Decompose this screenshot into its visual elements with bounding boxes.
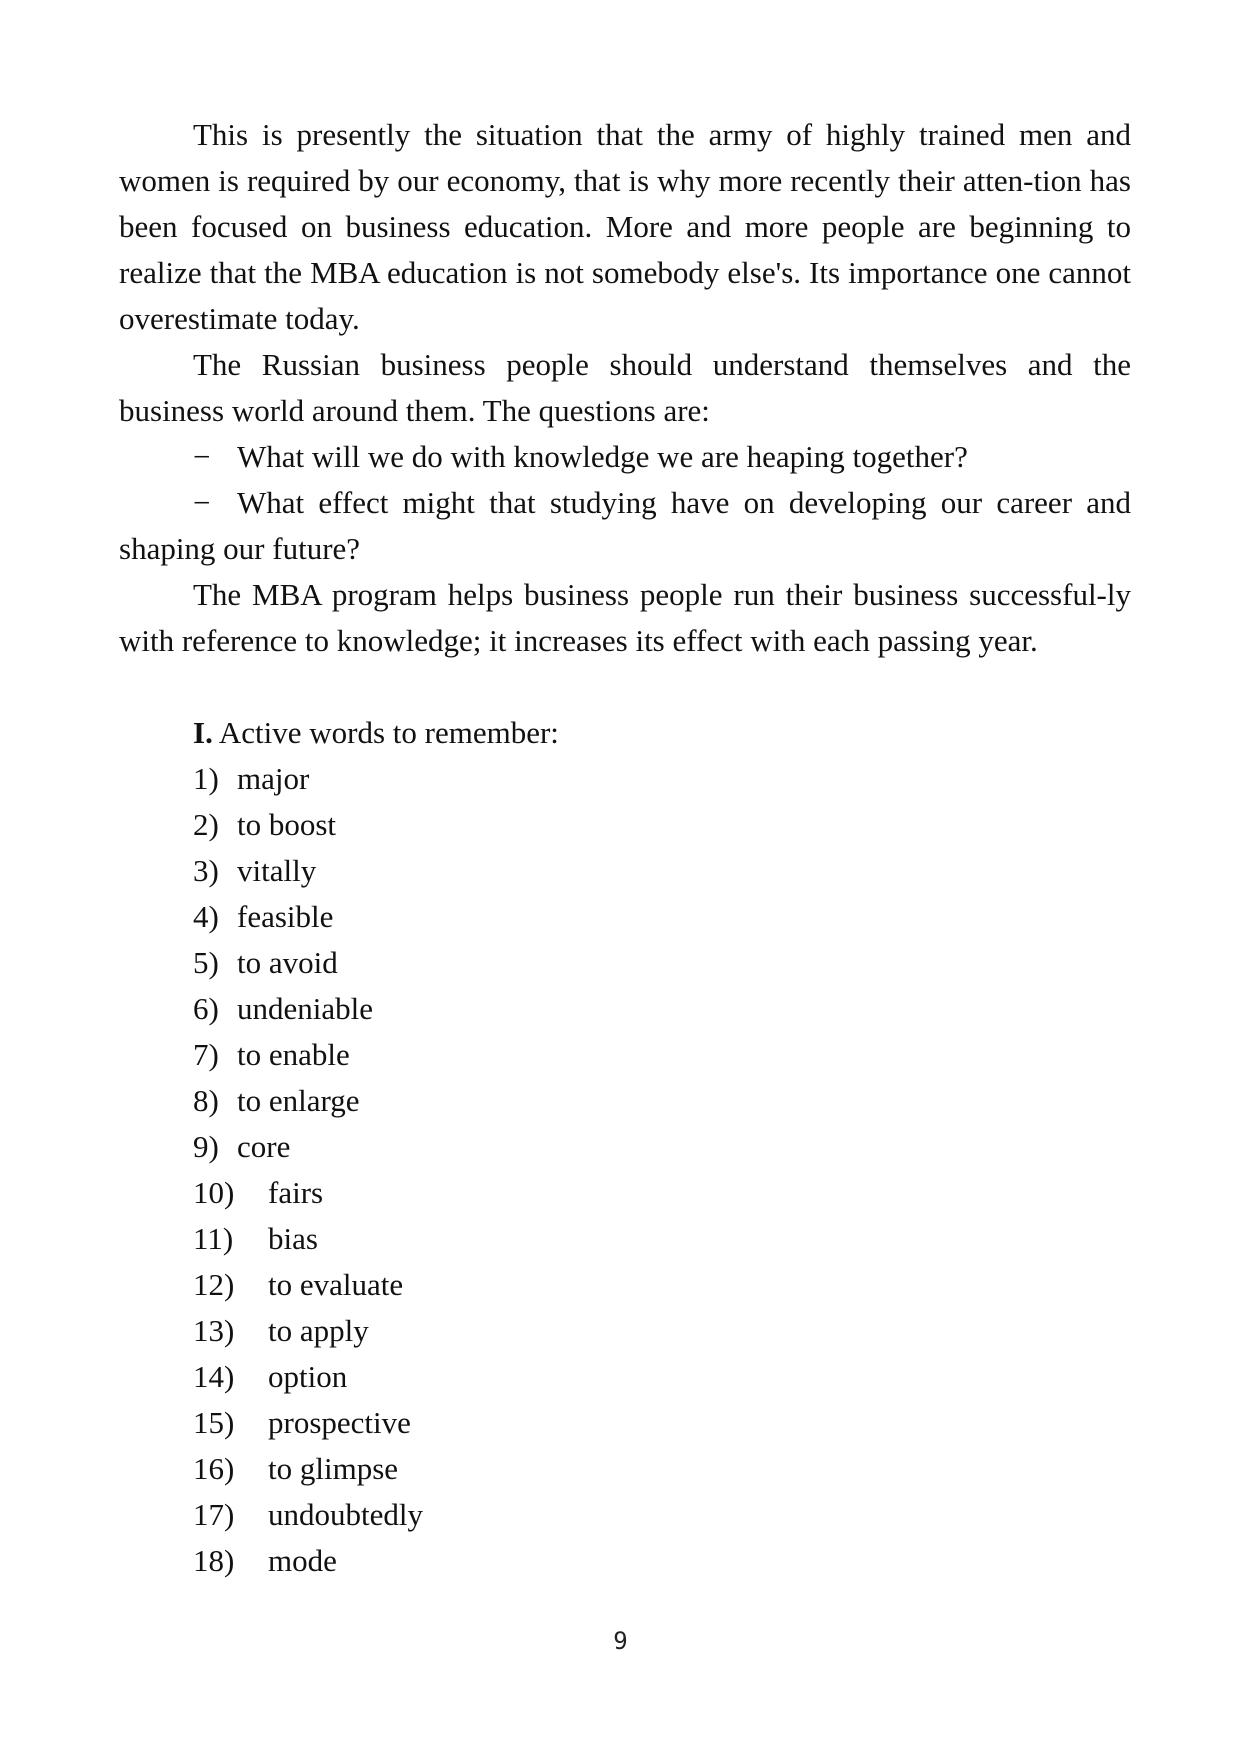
list-item <box>193 1400 1131 1446</box>
closing-paragraph: The MBA program helps business people run their business successful-ly with reference to knowledge; it increases its effect with each passing year. <box>119 577 1131 658</box>
list-item <box>193 1354 1131 1400</box>
dash-bullet: − <box>193 439 211 474</box>
item-number: 16) <box>193 1451 235 1486</box>
item-number: 15) <box>193 1405 235 1440</box>
item-word: mode <box>268 1543 337 1578</box>
item-number: 12) <box>193 1267 235 1302</box>
question-item <box>119 434 1131 480</box>
page-content <box>119 112 1131 1584</box>
section-title <box>193 710 1131 756</box>
item-word: bias <box>268 1221 318 1256</box>
list-item <box>193 1446 1131 1492</box>
item-word: undeniable <box>237 991 374 1026</box>
list-item <box>193 1124 1131 1170</box>
item-word: to avoid <box>237 945 338 980</box>
list-item <box>193 1170 1131 1216</box>
item-word: option <box>268 1359 348 1394</box>
item-number: 3) <box>193 853 219 888</box>
question-item <box>119 480 1131 572</box>
questions-intro-paragraph: The Russian business people should understand themselves and the business world around them. The questions are: <box>119 347 1131 428</box>
item-number: 18) <box>193 1543 235 1578</box>
list-item <box>193 986 1131 1032</box>
page-number: 9 <box>613 1627 628 1655</box>
item-number: 8) <box>193 1083 219 1118</box>
list-item <box>193 848 1131 894</box>
item-number: 2) <box>193 807 219 842</box>
item-word: to apply <box>268 1313 369 1348</box>
question-text: What will we do with knowledge we are heaping together? <box>237 439 968 474</box>
list-item <box>193 1308 1131 1354</box>
item-number: 17) <box>193 1497 235 1532</box>
item-number: 13) <box>193 1313 235 1348</box>
item-word: to enable <box>237 1037 350 1072</box>
list-item <box>193 1216 1131 1262</box>
item-word: major <box>237 761 310 796</box>
item-word: prospective <box>268 1405 411 1440</box>
list-item <box>193 1492 1131 1538</box>
list-item <box>193 802 1131 848</box>
list-item <box>193 1262 1131 1308</box>
list-item <box>193 940 1131 986</box>
item-word: to glimpse <box>268 1451 399 1486</box>
item-number: 6) <box>193 991 219 1026</box>
word-list <box>193 756 1131 1584</box>
item-word: to enlarge <box>237 1083 360 1118</box>
item-word: core <box>237 1129 291 1164</box>
list-item <box>193 756 1131 802</box>
section-label: I. <box>193 715 213 750</box>
item-number: 9) <box>193 1129 219 1164</box>
item-number: 4) <box>193 899 219 934</box>
item-number: 14) <box>193 1359 235 1394</box>
active-words-section <box>119 710 1131 1584</box>
item-number: 1) <box>193 761 219 796</box>
item-word: to evaluate <box>268 1267 404 1302</box>
section-title-text: Active words to remember: <box>218 715 559 750</box>
item-number: 11) <box>193 1221 234 1256</box>
intro-paragraph: This is presently the situation that the army of highly trained men and women is required by our economy, that is why more recently their atten-tion has been focused on business education. More and more people are beginning to realize that the MBA education is not somebody else's. Its importance one cannot overestimate today. <box>119 117 1131 336</box>
item-number: 10) <box>193 1175 235 1210</box>
item-number: 7) <box>193 1037 219 1072</box>
item-word: undoubtedly <box>268 1497 423 1532</box>
dash-bullet: − <box>193 485 211 520</box>
item-word: vitally <box>237 853 317 888</box>
list-item <box>193 1032 1131 1078</box>
item-word: fairs <box>268 1175 324 1210</box>
item-word: feasible <box>237 899 334 934</box>
list-item <box>193 1078 1131 1124</box>
list-item <box>193 894 1131 940</box>
question-text: What effect might that studying have on developing our career and shaping our future? <box>119 485 1131 566</box>
list-item <box>193 1538 1131 1584</box>
item-word: to boost <box>237 807 337 842</box>
item-number: 5) <box>193 945 219 980</box>
